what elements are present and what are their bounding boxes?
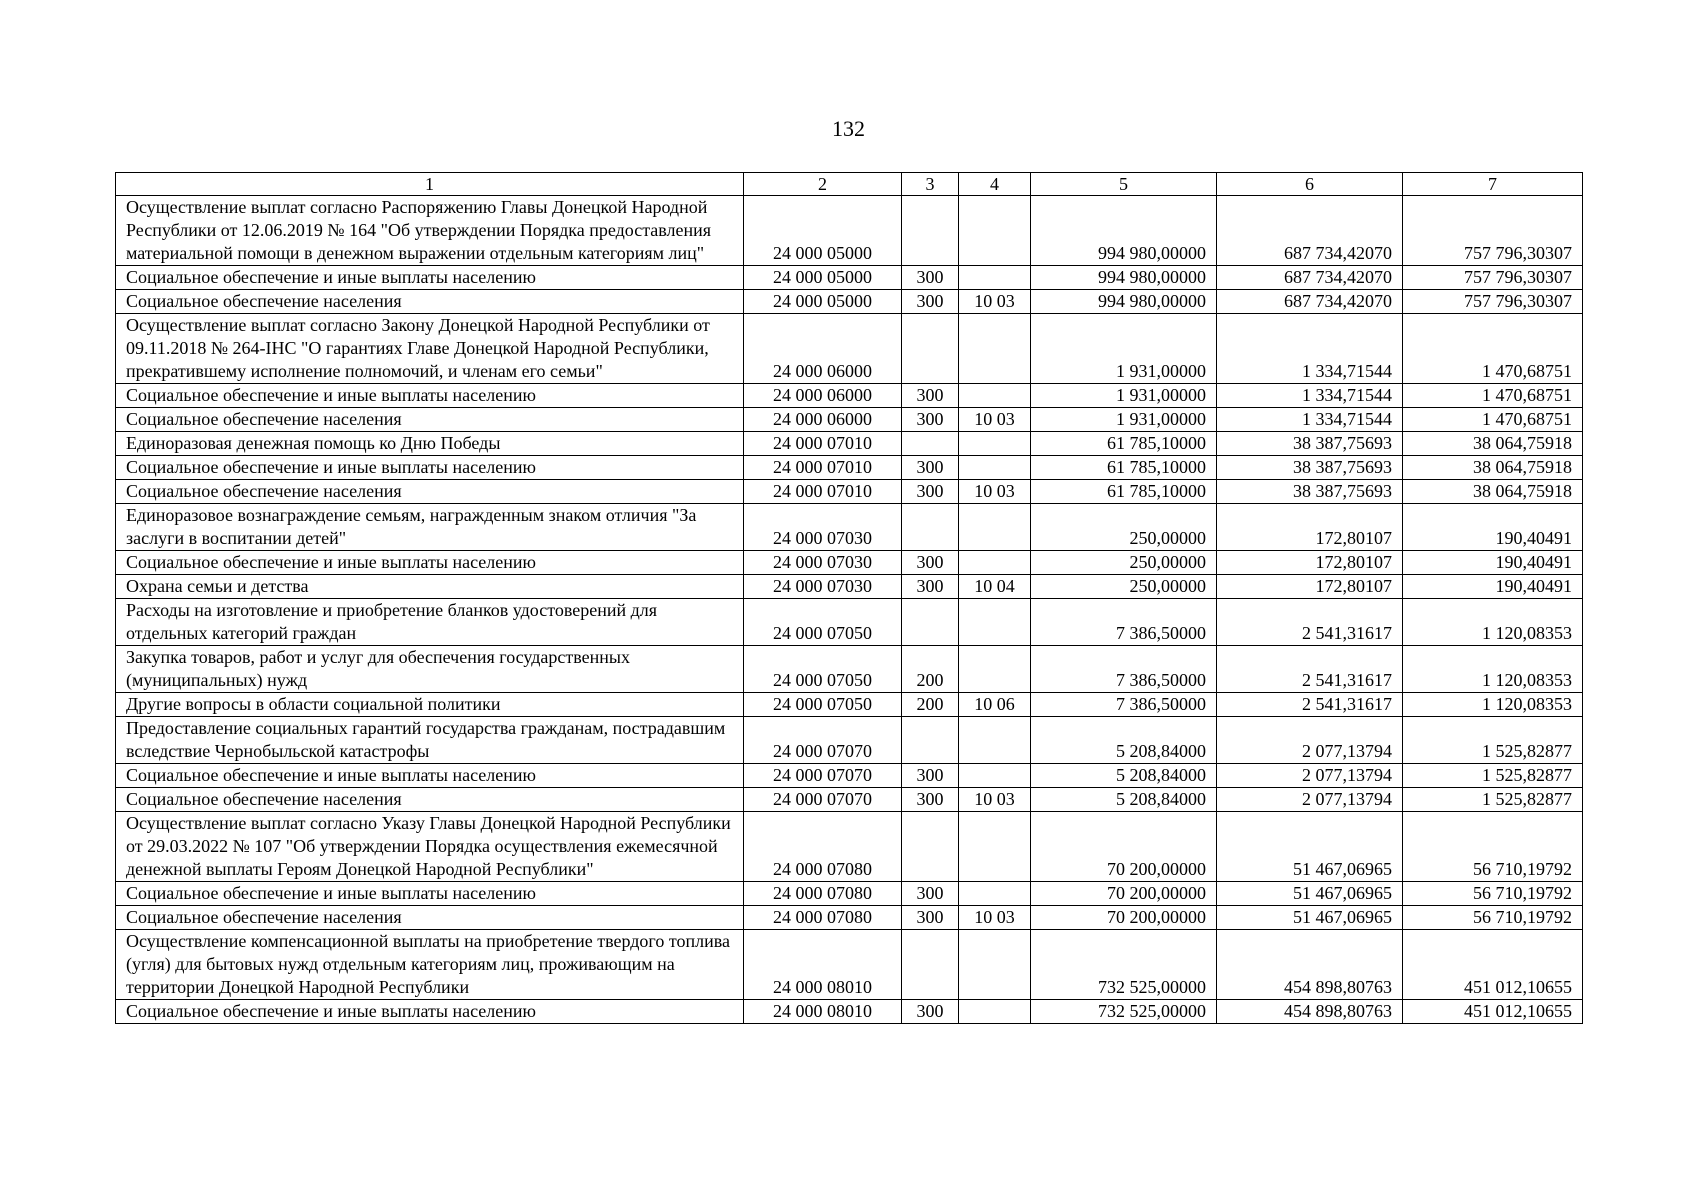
amount-col-5: 70 200,00000 — [1031, 812, 1217, 882]
column-header: 3 — [902, 173, 959, 196]
table-row — [116, 408, 1583, 432]
target-code: 24 000 07050 — [744, 646, 902, 693]
amount-col-7: 757 796,30307 — [1403, 290, 1583, 314]
amount-col-7: 1 120,08353 — [1403, 599, 1583, 646]
amount-col-7: 757 796,30307 — [1403, 196, 1583, 266]
expense-type: 300 — [902, 764, 959, 788]
amount-col-7: 56 710,19792 — [1403, 882, 1583, 906]
table-row — [116, 196, 1583, 266]
amount-col-7: 757 796,30307 — [1403, 266, 1583, 290]
section-code — [959, 456, 1031, 480]
target-code: 24 000 07030 — [744, 551, 902, 575]
section-code — [959, 384, 1031, 408]
row-name: Осуществление выплат согласно Указу Главы Донецкой Народной Республики от 29.03.2022 № 107 "Об утверждении Порядка осуществления ежемесячной денежной выплаты Героям Донецкой Народной Республики" — [116, 812, 744, 882]
column-header: 6 — [1217, 173, 1403, 196]
table-row — [116, 575, 1583, 599]
target-code: 24 000 07080 — [744, 812, 902, 882]
target-code: 24 000 07050 — [744, 693, 902, 717]
section-code — [959, 764, 1031, 788]
table-row — [116, 812, 1583, 882]
amount-col-7: 1 525,82877 — [1403, 717, 1583, 764]
amount-col-6: 38 387,75693 — [1217, 432, 1403, 456]
section-code: 10 03 — [959, 906, 1031, 930]
table-row — [116, 788, 1583, 812]
amount-col-5: 70 200,00000 — [1031, 906, 1217, 930]
target-code: 24 000 08010 — [744, 1000, 902, 1024]
row-name: Социальное обеспечение населения — [116, 408, 744, 432]
amount-col-7: 190,40491 — [1403, 575, 1583, 599]
amount-col-7: 1 525,82877 — [1403, 764, 1583, 788]
row-name: Закупка товаров, работ и услуг для обеспечения государственных (муниципальных) нужд — [116, 646, 744, 693]
amount-col-5: 732 525,00000 — [1031, 930, 1217, 1000]
amount-col-5: 61 785,10000 — [1031, 480, 1217, 504]
expense-type — [902, 812, 959, 882]
amount-col-6: 172,80107 — [1217, 504, 1403, 551]
section-code — [959, 266, 1031, 290]
expense-type: 300 — [902, 575, 959, 599]
table-row — [116, 906, 1583, 930]
amount-col-6: 172,80107 — [1217, 575, 1403, 599]
amount-col-7: 1 470,68751 — [1403, 314, 1583, 384]
expense-type — [902, 930, 959, 1000]
target-code: 24 000 06000 — [744, 314, 902, 384]
section-code — [959, 196, 1031, 266]
section-code: 10 03 — [959, 290, 1031, 314]
target-code: 24 000 07070 — [744, 717, 902, 764]
amount-col-5: 250,00000 — [1031, 575, 1217, 599]
amount-col-6: 2 541,31617 — [1217, 599, 1403, 646]
amount-col-7: 1 470,68751 — [1403, 384, 1583, 408]
column-header: 5 — [1031, 173, 1217, 196]
amount-col-6: 2 541,31617 — [1217, 646, 1403, 693]
amount-col-6: 38 387,75693 — [1217, 480, 1403, 504]
section-code — [959, 551, 1031, 575]
column-header: 1 — [116, 173, 744, 196]
section-code — [959, 812, 1031, 882]
expense-type: 300 — [902, 551, 959, 575]
section-code — [959, 930, 1031, 1000]
row-name: Социальное обеспечение и иные выплаты населению — [116, 551, 744, 575]
amount-col-5: 732 525,00000 — [1031, 1000, 1217, 1024]
amount-col-5: 61 785,10000 — [1031, 432, 1217, 456]
amount-col-6: 454 898,80763 — [1217, 930, 1403, 1000]
amount-col-5: 5 208,84000 — [1031, 764, 1217, 788]
row-name: Осуществление выплат согласно Распоряжению Главы Донецкой Народной Республики от 12.06.2019 № 164 "Об утверждении Порядка предоставления материальной помощи в денежном выражении отдельным категориям лиц" — [116, 196, 744, 266]
amount-col-6: 2 077,13794 — [1217, 788, 1403, 812]
amount-col-5: 1 931,00000 — [1031, 314, 1217, 384]
row-name: Предоставление социальных гарантий государства гражданам, пострадавшим вследствие Чернобыльской катастрофы — [116, 717, 744, 764]
expense-type: 300 — [902, 788, 959, 812]
row-name: Единоразовое вознаграждение семьям, награжденным знаком отличия "За заслуги в воспитании детей" — [116, 504, 744, 551]
section-code: 10 04 — [959, 575, 1031, 599]
target-code: 24 000 07010 — [744, 480, 902, 504]
amount-col-6: 172,80107 — [1217, 551, 1403, 575]
section-code: 10 06 — [959, 693, 1031, 717]
row-name: Социальное обеспечение и иные выплаты населению — [116, 456, 744, 480]
table-row — [116, 646, 1583, 693]
expense-type: 300 — [902, 456, 959, 480]
section-code — [959, 646, 1031, 693]
amount-col-5: 7 386,50000 — [1031, 599, 1217, 646]
amount-col-7: 56 710,19792 — [1403, 812, 1583, 882]
expense-type: 300 — [902, 906, 959, 930]
row-name: Социальное обеспечение населения — [116, 290, 744, 314]
target-code: 24 000 07050 — [744, 599, 902, 646]
amount-col-5: 5 208,84000 — [1031, 717, 1217, 764]
target-code: 24 000 07080 — [744, 906, 902, 930]
budget-table — [115, 172, 1583, 1024]
expense-type: 200 — [902, 646, 959, 693]
row-name: Охрана семьи и детства — [116, 575, 744, 599]
amount-col-5: 7 386,50000 — [1031, 693, 1217, 717]
table-row — [116, 456, 1583, 480]
amount-col-6: 687 734,42070 — [1217, 290, 1403, 314]
table-row — [116, 882, 1583, 906]
amount-col-6: 1 334,71544 — [1217, 408, 1403, 432]
amount-col-7: 1 120,08353 — [1403, 693, 1583, 717]
amount-col-6: 1 334,71544 — [1217, 314, 1403, 384]
amount-col-5: 1 931,00000 — [1031, 408, 1217, 432]
table-row — [116, 266, 1583, 290]
row-name: Социальное обеспечение населения — [116, 906, 744, 930]
amount-col-6: 1 334,71544 — [1217, 384, 1403, 408]
amount-col-6: 687 734,42070 — [1217, 266, 1403, 290]
amount-col-6: 38 387,75693 — [1217, 456, 1403, 480]
amount-col-7: 38 064,75918 — [1403, 480, 1583, 504]
row-name: Другие вопросы в области социальной политики — [116, 693, 744, 717]
amount-col-6: 2 077,13794 — [1217, 717, 1403, 764]
row-name: Социальное обеспечение населения — [116, 480, 744, 504]
row-name: Социальное обеспечение населения — [116, 788, 744, 812]
amount-col-5: 1 931,00000 — [1031, 384, 1217, 408]
amount-col-7: 190,40491 — [1403, 551, 1583, 575]
section-code — [959, 314, 1031, 384]
expense-type — [902, 196, 959, 266]
table-row — [116, 480, 1583, 504]
amount-col-6: 51 467,06965 — [1217, 812, 1403, 882]
page-number: 132 — [832, 116, 865, 141]
amount-col-7: 1 120,08353 — [1403, 646, 1583, 693]
section-code — [959, 882, 1031, 906]
section-code: 10 03 — [959, 480, 1031, 504]
section-code: 10 03 — [959, 788, 1031, 812]
amount-col-5: 994 980,00000 — [1031, 266, 1217, 290]
table-row — [116, 717, 1583, 764]
table-header-row — [116, 173, 1583, 196]
amount-col-5: 250,00000 — [1031, 504, 1217, 551]
target-code: 24 000 07070 — [744, 788, 902, 812]
table-row — [116, 384, 1583, 408]
section-code: 10 03 — [959, 408, 1031, 432]
row-name: Осуществление компенсационной выплаты на приобретение твердого топлива (угля) для бытовых нужд отдельным категориям лиц, проживающим на территории Донецкой Народной Республики — [116, 930, 744, 1000]
target-code: 24 000 05000 — [744, 290, 902, 314]
section-code — [959, 1000, 1031, 1024]
column-header: 4 — [959, 173, 1031, 196]
table-row — [116, 290, 1583, 314]
amount-col-5: 7 386,50000 — [1031, 646, 1217, 693]
section-code — [959, 504, 1031, 551]
amount-col-6: 51 467,06965 — [1217, 882, 1403, 906]
amount-col-7: 56 710,19792 — [1403, 906, 1583, 930]
row-name: Социальное обеспечение и иные выплаты населению — [116, 764, 744, 788]
amount-col-5: 5 208,84000 — [1031, 788, 1217, 812]
amount-col-6: 51 467,06965 — [1217, 906, 1403, 930]
amount-col-7: 451 012,10655 — [1403, 1000, 1583, 1024]
expense-type: 300 — [902, 408, 959, 432]
amount-col-7: 1 470,68751 — [1403, 408, 1583, 432]
target-code: 24 000 07030 — [744, 504, 902, 551]
table-row — [116, 599, 1583, 646]
expense-type: 300 — [902, 882, 959, 906]
target-code: 24 000 06000 — [744, 408, 902, 432]
expense-type: 300 — [902, 1000, 959, 1024]
amount-col-5: 61 785,10000 — [1031, 456, 1217, 480]
row-name: Социальное обеспечение и иные выплаты населению — [116, 1000, 744, 1024]
row-name: Единоразовая денежная помощь ко Дню Победы — [116, 432, 744, 456]
section-code — [959, 717, 1031, 764]
amount-col-5: 994 980,00000 — [1031, 196, 1217, 266]
table-row — [116, 764, 1583, 788]
expense-type: 300 — [902, 480, 959, 504]
row-name: Осуществление выплат согласно Закону Донецкой Народной Республики от 09.11.2018 № 264-IНС "О гарантиях Главе Донецкой Народной Республики, прекратившему исполнение полномочий, и членам его семьи" — [116, 314, 744, 384]
expense-type: 300 — [902, 266, 959, 290]
table-row — [116, 930, 1583, 1000]
table-row — [116, 1000, 1583, 1024]
table-row — [116, 432, 1583, 456]
target-code: 24 000 05000 — [744, 266, 902, 290]
target-code: 24 000 07010 — [744, 456, 902, 480]
amount-col-7: 38 064,75918 — [1403, 432, 1583, 456]
target-code: 24 000 06000 — [744, 384, 902, 408]
target-code: 24 000 07010 — [744, 432, 902, 456]
row-name: Расходы на изготовление и приобретение бланков удостоверений для отдельных категорий граждан — [116, 599, 744, 646]
amount-col-7: 1 525,82877 — [1403, 788, 1583, 812]
amount-col-7: 190,40491 — [1403, 504, 1583, 551]
expense-type: 200 — [902, 693, 959, 717]
section-code — [959, 599, 1031, 646]
expense-type — [902, 717, 959, 764]
expense-type: 300 — [902, 384, 959, 408]
target-code: 24 000 05000 — [744, 196, 902, 266]
amount-col-6: 2 077,13794 — [1217, 764, 1403, 788]
amount-col-7: 451 012,10655 — [1403, 930, 1583, 1000]
amount-col-6: 2 541,31617 — [1217, 693, 1403, 717]
column-header: 7 — [1403, 173, 1583, 196]
row-name: Социальное обеспечение и иные выплаты населению — [116, 882, 744, 906]
amount-col-5: 70 200,00000 — [1031, 882, 1217, 906]
row-name: Социальное обеспечение и иные выплаты населению — [116, 384, 744, 408]
table-row — [116, 314, 1583, 384]
amount-col-6: 687 734,42070 — [1217, 196, 1403, 266]
target-code: 24 000 07080 — [744, 882, 902, 906]
section-code — [959, 432, 1031, 456]
target-code: 24 000 07070 — [744, 764, 902, 788]
table-row — [116, 551, 1583, 575]
table-row — [116, 504, 1583, 551]
amount-col-6: 454 898,80763 — [1217, 1000, 1403, 1024]
expense-type — [902, 599, 959, 646]
amount-col-7: 38 064,75918 — [1403, 456, 1583, 480]
target-code: 24 000 08010 — [744, 930, 902, 1000]
row-name: Социальное обеспечение и иные выплаты населению — [116, 266, 744, 290]
expense-type — [902, 432, 959, 456]
expense-type — [902, 504, 959, 551]
column-header: 2 — [744, 173, 902, 196]
target-code: 24 000 07030 — [744, 575, 902, 599]
amount-col-5: 250,00000 — [1031, 551, 1217, 575]
table-row — [116, 693, 1583, 717]
expense-type: 300 — [902, 290, 959, 314]
amount-col-5: 994 980,00000 — [1031, 290, 1217, 314]
expense-type — [902, 314, 959, 384]
